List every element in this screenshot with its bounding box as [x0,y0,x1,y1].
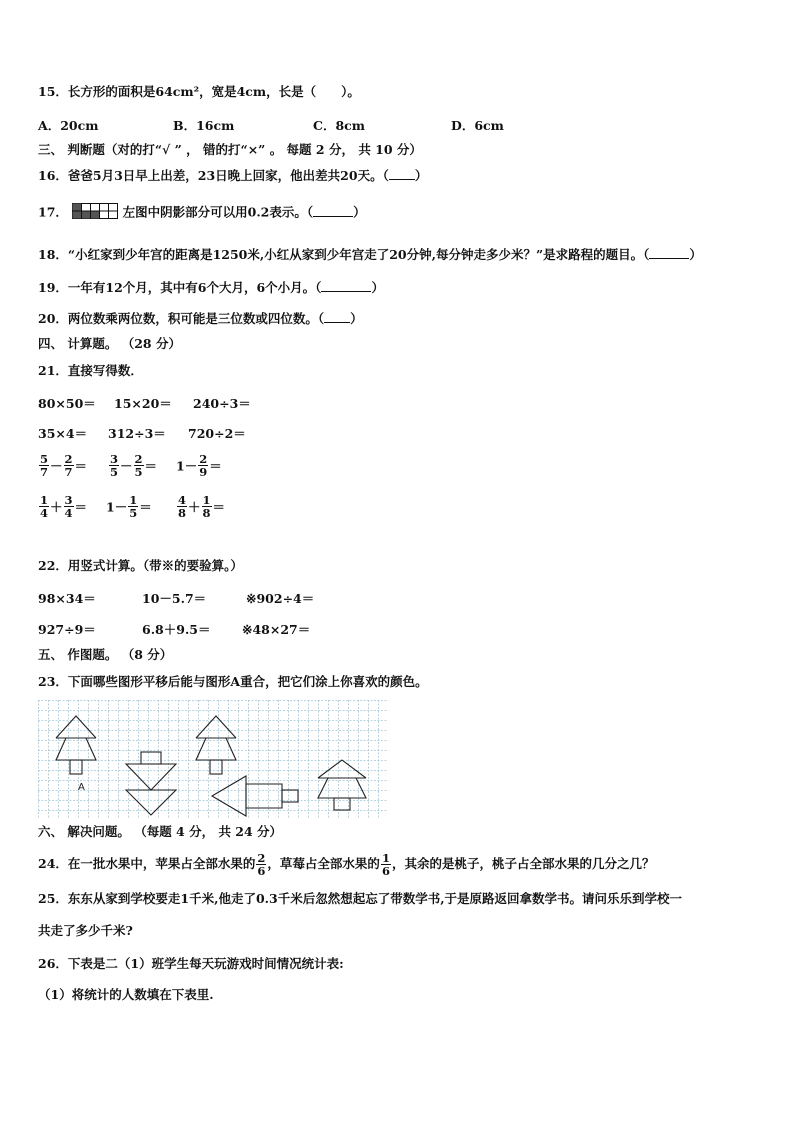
answer-blank[interactable] [649,246,689,259]
section-4-heading: 四、 计算题。 （28 分） [38,336,181,351]
question-15-options [38,116,538,132]
fraction-expr: 1－ $\frac{1}{5}$ ＝ [106,493,152,520]
section-6-heading: 六、 解决问题。 （每题 4 分， 共 24 分） [38,824,283,839]
q22-row-1: 98×34＝ 10－5.7＝ ※902÷4＝ [38,591,315,606]
question-25-line-2: 共走了多少千米? [38,923,133,938]
question-22: 22．用竖式计算。（带※的要验算。） [38,558,243,573]
fraction-expr: $\frac{5}{7}$ － $\frac{2}{7}$ ＝ [40,452,88,479]
question-18-text: 18．“小红家到少年宫的距离是1250米,小红从家到少年宫走了20分钟,每分钟走多少米？”是求路程的题目。（ [38,247,650,262]
q21-row-2: 35×4＝ 312÷3＝ 720÷2＝ [38,426,246,441]
section-3-heading: 三、 判断题（对的打“√ ” ， 错的打“×” 。 每题 2 分， 共 10 分） [38,142,422,157]
answer-blank[interactable] [313,204,353,217]
question-18: 18．“小红家到少年宫的距离是1250米,小红从家到少年宫走了20分钟,每分钟走多少米？”是求路程的题目。（ ） [38,247,702,262]
translation-grid-figure [38,700,388,818]
answer-blank[interactable] [324,310,350,323]
question-16: 16．爸爸5月3日早上出差，23日晚上回家，他出差共20天。（ ） [38,168,428,183]
figure-label-a: A [78,782,85,793]
answer-blank[interactable] [321,279,371,292]
fraction-row-1 [38,453,298,483]
question-17: 17． 左图中阴影部分可以用0.2表示。（ ） [38,203,366,223]
option-b: B．16cm [173,118,235,133]
question-20-text: 20．两位数乘两位数，积可能是三位数或四位数。（ [38,311,325,326]
fraction-row-2 [38,494,298,524]
fraction-expr: $\frac{1}{4}$ ＋ $\frac{3}{4}$ ＝ [40,493,88,520]
question-25-line-1: 25．东东从家到学校要走1千米,他走了0.3千米后忽然想起忘了带数学书,于是原路返回拿数学书。请问乐乐到学校一 [38,891,683,906]
question-16-text: 16．爸爸5月3日早上出差，23日晚上回家，他出差共20天。（ [38,168,389,183]
question-24: 24．在一批水果中，苹果占全部水果的 $\frac{2}{6}$ ，草莓占全部水果的 $\frac{1}{6}$ ，其余的是桃子，桃子占全部水果的几分之几？ [38,851,655,878]
question-23: 23．下面哪些图形平移后能与图形A重合，把它们涂上你喜欢的颜色。 [38,674,428,689]
question-26-sub-1: （1）将统计的人数填在下表里. [38,987,214,1002]
section-5-heading: 五、 作图题。 （8 分） [38,647,173,662]
question-21: 21．直接写得数． [38,363,143,378]
q21-row-1: 80×50＝ 15×20＝ 240÷3＝ [38,396,251,411]
shaded-grid-icon [72,203,118,223]
question-19-text: 19．一年有12个月，其中有6个大月，6个小月。（ [38,280,322,295]
option-d: D．6cm [451,118,504,133]
option-c: C．8cm [313,118,365,133]
question-26: 26．下表是二（1）班学生每天玩游戏时间情况统计表: [38,956,344,971]
answer-blank[interactable] [389,167,415,180]
fraction-expr: $\frac{3}{5}$ － $\frac{2}{5}$ ＝ [110,452,158,479]
q22-row-2: 927÷9＝ 6.8＋9.5＝ ※48×27＝ [38,622,311,637]
option-a: A．20cm [38,118,99,133]
question-19: 19．一年有12个月，其中有6个大月，6个小月。（ ） [38,280,384,295]
fraction-expr: $\frac{4}{8}$ ＋ $\frac{1}{8}$ ＝ [178,493,226,520]
question-20: 20．两位数乘两位数，积可能是三位数或四位数。（ ） [38,311,363,326]
question-17-text: 左图中阴影部分可以用0.2表示。（ [122,204,314,220]
question-15: 15．长方形的面积是64cm²，宽是4cm，长是（ ）。 [38,84,360,99]
fraction-expr: 1－ $\frac{2}{9}$ ＝ [176,452,222,479]
